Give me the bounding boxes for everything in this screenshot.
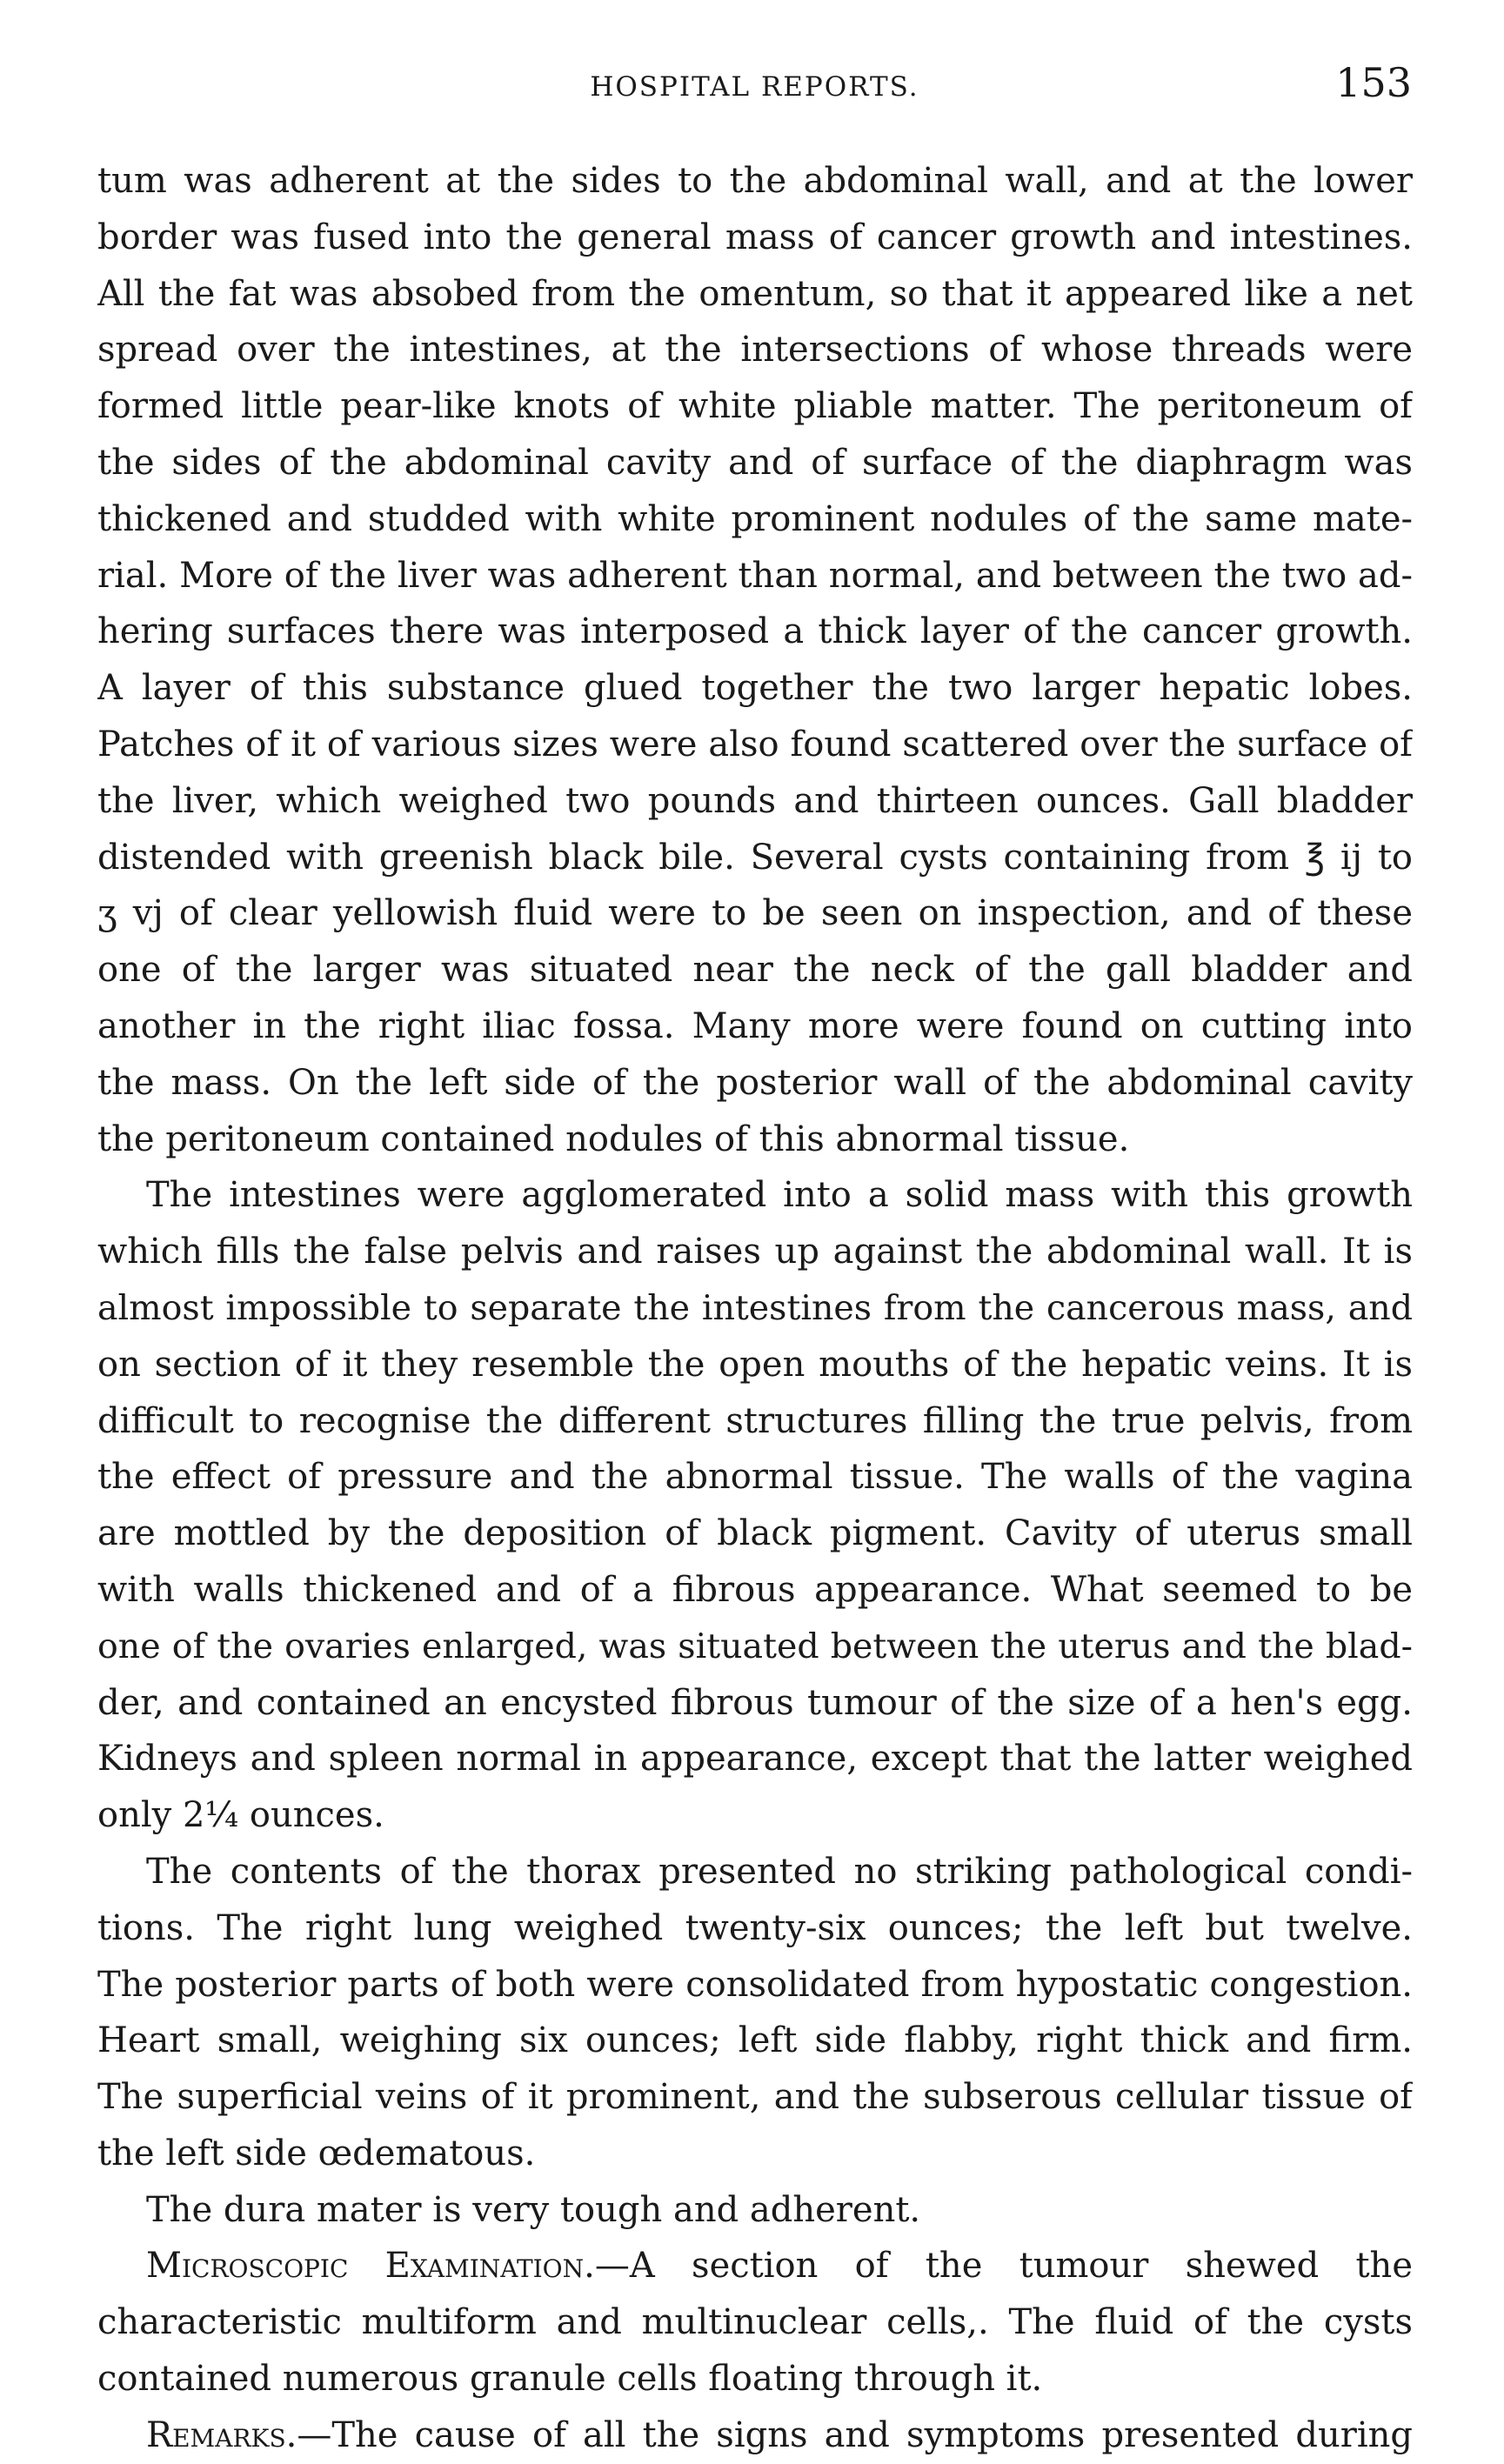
text-line: characteristic multiform and multinuclear cells,. The fluid of the cysts bbox=[97, 2302, 1413, 2343]
text-span: —A section of the tumour shewed the bbox=[594, 2246, 1413, 2287]
text-line: Kidneys and spleen normal in appearance, except that the latter weighed bbox=[97, 1739, 1413, 1780]
text-line: spread over the intestines, at the intersections of whose threads were bbox=[97, 330, 1413, 371]
page-number: 153 bbox=[1335, 59, 1412, 106]
text-line: ʒ vj of clear yellowish fluid were to be seen on inspection, and of these bbox=[97, 893, 1413, 934]
text-line: All the fat was absobed from the omentum, so that it appeared like a net bbox=[97, 273, 1413, 314]
text-line: which fills the false pelvis and raises up against the abdominal wall. It is bbox=[97, 1232, 1413, 1272]
text-line: are mottled by the deposition of black pigment. Cavity of uterus small bbox=[97, 1513, 1413, 1554]
text-line: tum was adherent at the sides to the abdominal wall, and at the lower bbox=[97, 161, 1413, 201]
page-header bbox=[97, 59, 1412, 111]
text-line: one of the larger was situated near the neck of the gall bladder and bbox=[97, 950, 1413, 991]
text-line: der, and contained an encysted fibrous tumour of the size of a hen's egg. bbox=[97, 1682, 1413, 1723]
text-line: on section of it they resemble the open mouths of the hepatic veins. It is bbox=[97, 1344, 1413, 1385]
running-head: HOSPITAL REPORTS. bbox=[590, 71, 919, 103]
text-line: only 2¼ ounces. bbox=[97, 1795, 384, 1836]
text-line: border was fused into the general mass of cancer growth and intestines. bbox=[97, 217, 1413, 257]
section-label-microscopic: Microscopic Examination. bbox=[146, 2246, 595, 2287]
text-line: with walls thickened and of a fibrous appearance. What seemed to be bbox=[97, 1569, 1413, 1610]
text-line: difficult to recognise the different structures filling the true pelvis, from bbox=[97, 1400, 1413, 1441]
text-line: The superficial veins of it prominent, and the subserous cellular tissue of bbox=[97, 2077, 1413, 2118]
text-line: The contents of the thorax presented no striking pathological condi- bbox=[146, 1851, 1413, 1892]
text-line: Patches of it of various sizes were also found scattered over the surface of bbox=[97, 724, 1413, 765]
text-line: one of the ovaries enlarged, was situated between the uterus and the blad- bbox=[97, 1626, 1413, 1666]
text-line: The posterior parts of both were consolidated from hypostatic congestion. bbox=[97, 1964, 1413, 2005]
body-text bbox=[97, 153, 1413, 2464]
text-line: hering surfaces there was interposed a thick layer of the cancer growth. bbox=[97, 611, 1413, 652]
microscopic-examination-line bbox=[97, 2238, 1413, 2294]
text-line: the mass. On the left side of the posterior wall of the abdominal cavity bbox=[97, 1062, 1413, 1103]
text-line: the left side œdematous. bbox=[97, 2133, 536, 2174]
text-line: the peritoneum contained nodules of this abnormal tissue. bbox=[97, 1118, 1130, 1159]
text-line: thickened and studded with white prominent nodules of the same mate- bbox=[97, 498, 1413, 539]
text-line: the sides of the abdominal cavity and of surface of the diaphragm was bbox=[97, 442, 1413, 483]
text-line: tions. The right lung weighed twenty-six ounces; the left but twelve. bbox=[97, 1907, 1413, 1948]
text-line: the effect of pressure and the abnormal tissue. The walls of the vagina bbox=[97, 1457, 1413, 1498]
text-line: A layer of this substance glued together the two larger hepatic lobes. bbox=[97, 668, 1413, 709]
text-line: the liver, which weighed two pounds and thirteen ounces. Gall bladder bbox=[97, 780, 1413, 821]
text-line: formed little pear-like knots of white pliable matter. The peritoneum of bbox=[97, 386, 1413, 427]
text-line: The intestines were agglomerated into a solid mass with this growth bbox=[146, 1175, 1413, 1216]
text-line: another in the right iliac fossa. Many more were found on cutting into bbox=[97, 1005, 1413, 1046]
remarks-line bbox=[97, 2407, 1413, 2464]
text-line: rial. More of the liver was adherent than normal, and between the two ad- bbox=[97, 555, 1413, 596]
section-label-remarks: Remarks. bbox=[146, 2414, 297, 2455]
text-line: almost impossible to separate the intestines from the cancerous mass, and bbox=[97, 1287, 1413, 1328]
text-line: distended with greenish black bile. Several cysts containing from ℥ ij to bbox=[97, 837, 1413, 878]
text-line: Heart small, weighing six ounces; left side flabby, right thick and firm. bbox=[97, 2020, 1413, 2061]
text-span: —The cause of all the signs and symptoms presented during bbox=[297, 2414, 1413, 2455]
text-line: contained numerous granule cells floating through it. bbox=[97, 2359, 1043, 2400]
text-line: The dura mater is very tough and adherent. bbox=[146, 2189, 921, 2230]
